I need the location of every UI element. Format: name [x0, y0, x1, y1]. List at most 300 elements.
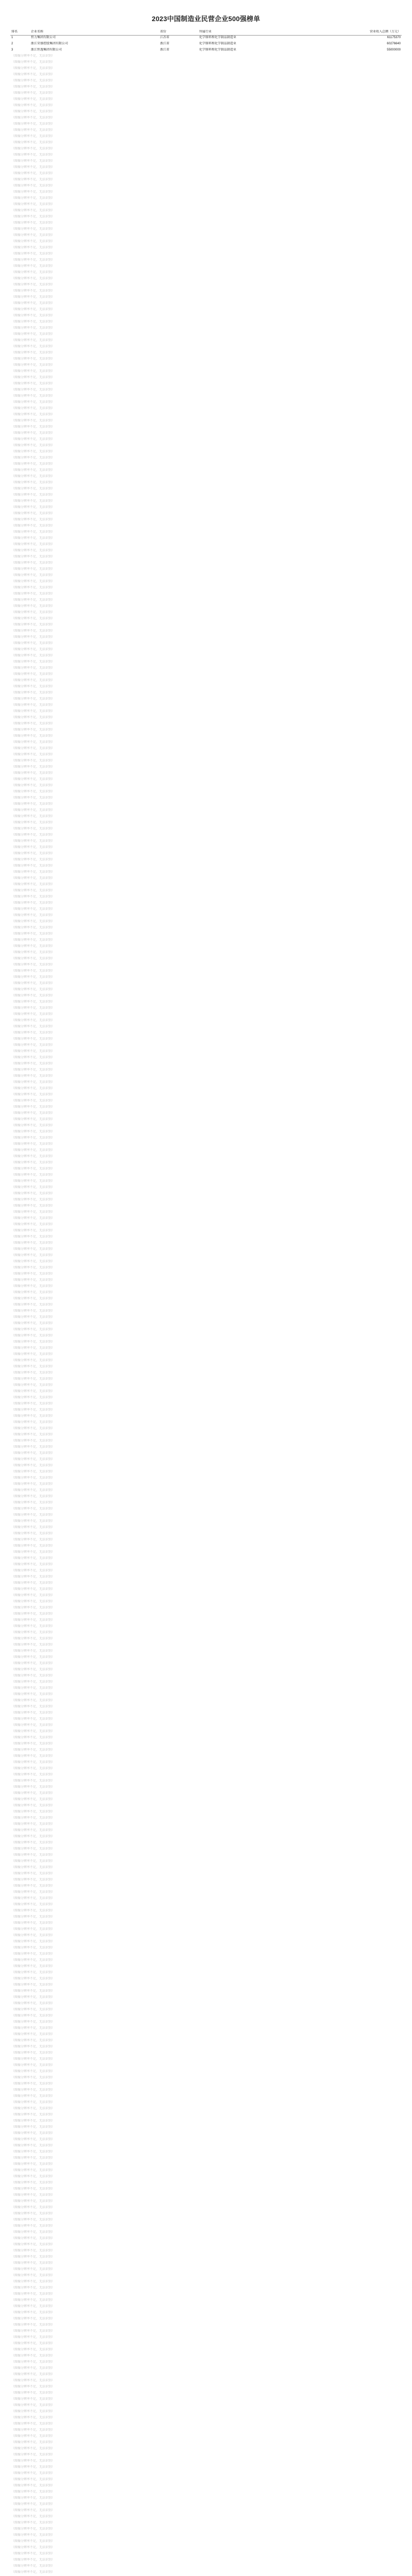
unreadable-row-note: （图像分辨率不足，无法识别） [11, 1964, 55, 1968]
table-row-unreadable [10, 858, 402, 864]
unreadable-row-note: （图像分辨率不足，无法识别） [11, 740, 55, 744]
table-row-unreadable [10, 338, 402, 345]
unreadable-row-note: （图像分辨率不足，无法识别） [11, 1581, 55, 1585]
unreadable-row-note: （图像分辨率不足，无法识别） [11, 2317, 55, 2320]
unreadable-row-note: （图像分辨率不足，无法识别） [11, 765, 55, 769]
unreadable-row-note: （图像分辨率不足，无法识别） [11, 1575, 55, 1579]
table-row-unreadable [10, 765, 402, 771]
cell-value: 60276640 [387, 42, 401, 45]
table-row-unreadable [10, 1315, 402, 1321]
table-row-unreadable [10, 648, 402, 654]
unreadable-row-note: （图像分辨率不足，无法识别） [11, 2428, 55, 2432]
unreadable-row-note: （图像分辨率不足，无法识别） [11, 703, 55, 707]
table-row-unreadable [10, 753, 402, 759]
table-row-unreadable [10, 2162, 402, 2168]
table-row-unreadable [10, 981, 402, 988]
table-row-unreadable [10, 91, 402, 97]
table-row-unreadable [10, 2539, 402, 2546]
unreadable-row-note: （图像分辨率不足，无法识别） [11, 1278, 55, 1282]
table-row-unreadable [10, 233, 402, 240]
table-row-unreadable [10, 1488, 402, 1495]
table-row-unreadable [10, 1080, 402, 1087]
table-row-unreadable [10, 2441, 402, 2447]
table-row-unreadable [10, 2502, 402, 2509]
unreadable-row-note: （图像分辨率不足，无法识别） [11, 2230, 55, 2234]
table-row-unreadable [10, 2570, 402, 2576]
table-row-unreadable [10, 2206, 402, 2212]
table-row-unreadable [10, 2020, 402, 2026]
table-row-unreadable [10, 1995, 402, 2002]
unreadable-row-note: （图像分辨率不足，无法识别） [11, 1655, 55, 1659]
unreadable-row-note: （图像分辨率不足，无法识别） [11, 876, 55, 880]
table-row-unreadable [10, 2107, 402, 2113]
table-row-unreadable [10, 2002, 402, 2008]
unreadable-row-note: （图像分辨率不足，无法识别） [11, 1408, 55, 1412]
unreadable-row-note: （图像分辨率不足，无法识别） [11, 895, 55, 899]
unreadable-row-note: （图像分辨率不足，无法识别） [11, 369, 55, 373]
table-row-unreadable [10, 833, 402, 839]
unreadable-row-note: （图像分辨率不足，无法识别） [11, 635, 55, 639]
table-row-unreadable [10, 1204, 402, 1210]
table-row-unreadable [10, 172, 402, 178]
unreadable-row-note: （图像分辨率不足，无法识别） [11, 747, 55, 750]
unreadable-row-note: （图像分辨率不足，无法识别） [11, 153, 55, 157]
unreadable-row-note: （图像分辨率不足，无法识别） [11, 2478, 55, 2481]
table-row-unreadable [10, 2082, 402, 2088]
unreadable-row-note: （图像分辨率不足，无法识别） [11, 1291, 55, 1294]
unreadable-row-note: （图像分辨率不足，无法识别） [11, 1686, 55, 1690]
table-row-unreadable [10, 357, 402, 363]
unreadable-row-note: （图像分辨率不足，无法识别） [11, 1699, 55, 1702]
table-row-unreadable [10, 351, 402, 357]
unreadable-row-note: （图像分辨率不足，无法识别） [11, 1420, 55, 1424]
table-row-unreadable [10, 295, 402, 301]
unreadable-row-note: （图像分辨率不足，无法识别） [11, 1136, 55, 1140]
unreadable-row-note: （图像分辨率不足，无法识别） [11, 1662, 55, 1665]
unreadable-row-note: （图像分辨率不足，无法识别） [11, 2527, 55, 2531]
unreadable-row-note: （图像分辨率不足，无法识别） [11, 2224, 55, 2228]
unreadable-row-note: （图像分辨率不足，无法识别） [11, 141, 55, 144]
unreadable-row-note: （图像分辨率不足，无法识别） [11, 1402, 55, 1405]
table-row-unreadable [10, 1359, 402, 1365]
table-row-unreadable [10, 1828, 402, 1835]
document-title: 2023中国制造业民营企业500强榜单 [151, 15, 261, 23]
table-row-unreadable [10, 221, 402, 227]
table-row-unreadable [10, 654, 402, 660]
unreadable-row-note: （图像分辨率不足，无法识别） [11, 2236, 55, 2240]
unreadable-row-note: （图像分辨率不足，无法识别） [11, 444, 55, 447]
table-row-unreadable [10, 499, 402, 505]
table-row-unreadable [10, 1686, 402, 1692]
table-row-unreadable [10, 629, 402, 635]
table-row-unreadable [10, 1216, 402, 1223]
table-row-unreadable [10, 54, 402, 60]
table-row-unreadable [10, 1043, 402, 1049]
unreadable-row-note: （图像分辨率不足，无法识别） [11, 2453, 55, 2456]
table-row-unreadable [10, 660, 402, 666]
table-row-unreadable [10, 1433, 402, 1439]
table-row-unreadable [10, 2335, 402, 2342]
unreadable-row-note: （图像分辨率不足，无法识别） [11, 1606, 55, 1609]
table-row-unreadable [10, 1105, 402, 1111]
table-row-unreadable [10, 1909, 402, 1915]
unreadable-row-note: （图像分辨率不足，无法识别） [11, 1723, 55, 1727]
table-row-unreadable [10, 2218, 402, 2224]
unreadable-row-note: （图像分辨率不足，无法识别） [11, 2323, 55, 2327]
table-row-unreadable [10, 487, 402, 493]
table-row-unreadable [10, 1161, 402, 1167]
unreadable-row-note: （图像分辨率不足，无法识别） [11, 1767, 55, 1770]
table-row-unreadable [10, 468, 402, 474]
unreadable-row-note: （图像分辨率不足，无法识别） [11, 1470, 55, 1473]
table-row-unreadable [10, 394, 402, 400]
table-row-unreadable [10, 852, 402, 858]
unreadable-row-note: （图像分辨率不足，无法识别） [11, 660, 55, 664]
table-row-unreadable [10, 716, 402, 722]
unreadable-row-note: （图像分辨率不足，无法识别） [11, 1519, 55, 1523]
unreadable-row-note: （图像分辨率不足，无法识别） [11, 827, 55, 831]
table-row-unreadable [10, 759, 402, 765]
table-row-unreadable [10, 382, 402, 388]
unreadable-row-note: （图像分辨率不足，无法识别） [11, 994, 55, 997]
unreadable-row-note: （图像分辨率不足，无法识别） [11, 1019, 55, 1022]
unreadable-row-note: （图像分辨率不足，无法识别） [11, 580, 55, 583]
unreadable-row-note: （图像分辨率不足，无法识别） [11, 425, 55, 429]
table-row-unreadable [10, 209, 402, 215]
table-row-unreadable [10, 2212, 402, 2218]
unreadable-row-note: （图像分辨率不足，无法识别） [11, 2558, 55, 2562]
unreadable-row-note: （图像分辨率不足，无法识别） [11, 932, 55, 936]
table-body [10, 36, 402, 2576]
unreadable-row-note: （图像分辨率不足，无法识别） [11, 512, 55, 515]
unreadable-row-note: （图像分辨率不足，无法识别） [11, 1068, 55, 1072]
unreadable-row-note: （图像分辨率不足，无法识别） [11, 870, 55, 874]
table-row-unreadable [10, 1903, 402, 1909]
unreadable-row-note: （图像分辨率不足，无法识别） [11, 2020, 55, 2024]
unreadable-row-note: （图像分辨率不足，无法识别） [11, 975, 55, 979]
table-row-unreadable [10, 1507, 402, 1513]
unreadable-row-note: （图像分辨率不足，无法识别） [11, 2100, 55, 2104]
unreadable-row-note: （图像分辨率不足，无法识别） [11, 1878, 55, 1882]
unreadable-row-note: （图像分辨率不足，无法识别） [11, 691, 55, 694]
unreadable-row-note: （图像分辨率不足，无法识别） [11, 598, 55, 602]
unreadable-row-note: （图像分辨率不足，无法识别） [11, 2175, 55, 2178]
table-row-unreadable [10, 2008, 402, 2014]
table-row-unreadable [10, 1927, 402, 1934]
table-row-unreadable [10, 2292, 402, 2298]
table-row-unreadable [10, 2274, 402, 2280]
unreadable-row-note: （图像分辨率不足，无法识别） [11, 1971, 55, 1974]
unreadable-row-note: （图像分辨率不足，无法识别） [11, 1760, 55, 1764]
unreadable-row-note: （图像分辨率不足，无法识别） [11, 2354, 55, 2358]
unreadable-row-note: （图像分辨率不足，无法识别） [11, 178, 55, 181]
table-row-unreadable [10, 1377, 402, 1383]
table-row-unreadable [10, 2515, 402, 2521]
table-row-unreadable [10, 2311, 402, 2317]
table-row-unreadable [10, 406, 402, 413]
table-row-unreadable [10, 549, 402, 555]
unreadable-row-note: （图像分辨率不足，无法识别） [11, 1538, 55, 1541]
table-row-unreadable [10, 2527, 402, 2533]
unreadable-row-note: （图像分辨率不足，无法识别） [11, 1989, 55, 1993]
unreadable-row-note: （图像分辨率不足，无法识别） [11, 759, 55, 762]
table-row-unreadable [10, 1099, 402, 1105]
unreadable-row-note: （图像分辨率不足，无法识别） [11, 301, 55, 305]
unreadable-row-note: （图像分辨率不足，无法识别） [11, 1754, 55, 1758]
unreadable-row-note: （图像分辨率不足，无法识别） [11, 79, 55, 82]
table-row-unreadable [10, 2051, 402, 2057]
table-row-unreadable [10, 1321, 402, 1328]
table-row-unreadable [10, 988, 402, 994]
unreadable-row-note: （图像分辨率不足，无法识别） [11, 2422, 55, 2426]
table-row-unreadable [10, 481, 402, 487]
unreadable-row-note: （图像分辨率不足，无法识别） [11, 1495, 55, 1498]
table-row-unreadable [10, 672, 402, 679]
table-row-unreadable [10, 1241, 402, 1247]
table-row-unreadable [10, 246, 402, 252]
unreadable-row-note: （图像分辨率不足，无法识别） [11, 1624, 55, 1628]
table-row-unreadable [10, 1742, 402, 1748]
table-row-unreadable [10, 196, 402, 202]
header-region: 省份 [159, 30, 198, 36]
table-row-unreadable [10, 1303, 402, 1309]
unreadable-row-note: （图像分辨率不足，无法识别） [11, 2255, 55, 2259]
unreadable-row-note: （图像分辨率不足，无法识别） [11, 487, 55, 490]
table-row-unreadable [10, 1458, 402, 1464]
unreadable-row-note: （图像分辨率不足，无法识别） [11, 2391, 55, 2395]
unreadable-row-note: （图像分辨率不足，无法识别） [11, 926, 55, 929]
unreadable-row-note: （图像分辨率不足，无法识别） [11, 184, 55, 188]
table-row-unreadable [10, 388, 402, 394]
unreadable-row-note: （图像分辨率不足，无法识别） [11, 1711, 55, 1715]
unreadable-row-note: （图像分辨率不足，无法识别） [11, 190, 55, 194]
table-row-unreadable [10, 134, 402, 141]
table-row-unreadable [10, 2434, 402, 2441]
unreadable-row-note: （图像分辨率不足，无法识别） [11, 2070, 55, 2073]
table-row-unreadable [10, 1804, 402, 1810]
table-row-unreadable [10, 332, 402, 338]
unreadable-row-note: （图像分辨率不足，无法识别） [11, 1414, 55, 1418]
unreadable-row-note: （图像分辨率不足，无法识别） [11, 1235, 55, 1239]
table-row-unreadable [10, 895, 402, 901]
table-row-unreadable [10, 1637, 402, 1643]
cell-rank: 2 [11, 42, 13, 45]
table-row-unreadable [10, 258, 402, 264]
unreadable-row-note: （图像分辨率不足，无法识别） [11, 2403, 55, 2407]
cell-industry: 化学原料和化学制品制造业 [199, 36, 236, 39]
unreadable-row-note: （图像分辨率不足，无法识别） [11, 2447, 55, 2450]
unreadable-row-note: （图像分辨率不足，无法识别） [11, 406, 55, 410]
table-row-unreadable [10, 1575, 402, 1581]
unreadable-row-note: （图像分辨率不足，无法识别） [11, 1853, 55, 1857]
unreadable-row-note: （图像分辨率不足，无法识别） [11, 1111, 55, 1115]
table-row-unreadable [10, 2416, 402, 2422]
unreadable-row-note: （图像分辨率不足，无法识别） [11, 1940, 55, 1943]
unreadable-row-note: （图像分辨率不足，无法识别） [11, 1835, 55, 1838]
table-row-unreadable [10, 1866, 402, 1872]
table-row-unreadable [10, 1513, 402, 1519]
unreadable-row-note: （图像分辨率不足，无法识别） [11, 1043, 55, 1047]
table-row-unreadable [10, 703, 402, 709]
unreadable-row-note: （图像分辨率不足，无法识别） [11, 889, 55, 892]
unreadable-row-note: （图像分辨率不足，无法识别） [11, 499, 55, 503]
table-row-unreadable [10, 2243, 402, 2249]
unreadable-row-note: （图像分辨率不足，无法识别） [11, 648, 55, 651]
table-row-unreadable [10, 1859, 402, 1866]
table-row-unreadable [10, 1550, 402, 1556]
table-row-unreadable [10, 1056, 402, 1062]
table-row-unreadable [10, 413, 402, 419]
unreadable-row-note: （图像分辨率不足，无法识别） [11, 1062, 55, 1065]
unreadable-row-note: （图像分辨率不足，无法识别） [11, 944, 55, 948]
table-row-unreadable [10, 1612, 402, 1618]
table-row-unreadable [10, 104, 402, 110]
unreadable-row-note: （图像分辨率不足，无法识别） [11, 351, 55, 354]
table-row-unreadable [10, 2088, 402, 2094]
unreadable-row-note: （图像分辨率不足，无法识别） [11, 2045, 55, 2048]
table-row-unreadable [10, 1445, 402, 1451]
table-row-unreadable [10, 512, 402, 518]
unreadable-row-note: （图像分辨率不足，无法识别） [11, 2379, 55, 2382]
table-row-unreadable [10, 2094, 402, 2100]
unreadable-row-note: （图像分辨率不足，无法识别） [11, 1142, 55, 1146]
table-row-unreadable [10, 1655, 402, 1662]
table-row-unreadable [10, 747, 402, 753]
unreadable-row-note: （图像分辨率不足，无法识别） [11, 1352, 55, 1356]
unreadable-row-note: （图像分辨率不足，无法识别） [11, 1692, 55, 1696]
unreadable-row-note: （图像分辨率不足，无法识别） [11, 2014, 55, 2018]
table-row-unreadable [10, 1389, 402, 1396]
unreadable-row-note: （图像分辨率不足，无法识别） [11, 437, 55, 441]
unreadable-row-note: （图像分辨率不足，无法识别） [11, 2515, 55, 2518]
table-row-unreadable [10, 926, 402, 932]
unreadable-row-note: （图像分辨率不足，无法识别） [11, 988, 55, 991]
unreadable-row-note: （图像分辨率不足，无法识别） [11, 2057, 55, 2061]
unreadable-row-note: （图像分辨率不足，无法识别） [11, 1600, 55, 1603]
unreadable-row-note: （图像分辨率不足，无法识别） [11, 400, 55, 404]
table-row-unreadable [10, 536, 402, 543]
unreadable-row-note: （图像分辨率不足，无法识别） [11, 1983, 55, 1987]
unreadable-row-note: （图像分辨率不足，无法识别） [11, 2094, 55, 2098]
table-row-unreadable [10, 617, 402, 623]
table-row-unreadable [10, 1835, 402, 1841]
unreadable-row-note: （图像分辨率不足，无法识别） [11, 1594, 55, 1597]
unreadable-row-note: （图像分辨率不足，无法识别） [11, 611, 55, 614]
unreadable-row-note: （图像分辨率不足，无法识别） [11, 91, 55, 95]
unreadable-row-note: （图像分辨率不足，无法识别） [11, 60, 55, 64]
unreadable-row-note: （图像分辨率不足，无法识别） [11, 2360, 55, 2364]
unreadable-row-note: （图像分辨率不足，无法识别） [11, 1680, 55, 1684]
unreadable-row-note: （图像分辨率不足，无法识别） [11, 1179, 55, 1183]
table-row-unreadable [10, 1822, 402, 1828]
unreadable-row-note: （图像分辨率不足，无法识别） [11, 2168, 55, 2172]
table-row-unreadable [10, 1117, 402, 1124]
table-row-unreadable [10, 1049, 402, 1056]
table-row-unreadable [10, 97, 402, 104]
unreadable-row-note: （图像分辨率不足，无法识别） [11, 2150, 55, 2154]
table-row-unreadable [10, 839, 402, 845]
table-row-unreadable [10, 1841, 402, 1847]
unreadable-row-note: （图像分辨率不足，无法识别） [11, 2107, 55, 2110]
unreadable-row-note: （图像分辨率不足，无法识别） [11, 1458, 55, 1461]
unreadable-row-note: （图像分辨率不足，无法识别） [11, 431, 55, 435]
table-row-unreadable [10, 2230, 402, 2236]
table-row-unreadable [10, 437, 402, 444]
unreadable-row-note: （图像分辨率不足，无法识别） [11, 1272, 55, 1276]
table-row-unreadable [10, 153, 402, 159]
unreadable-row-note: （图像分辨率不足，无法识别） [11, 629, 55, 633]
table-row-unreadable [10, 2181, 402, 2187]
unreadable-row-note: （图像分辨率不足，无法识别） [11, 567, 55, 571]
table-header [10, 30, 402, 36]
table-row-unreadable [10, 1006, 402, 1012]
table-row-unreadable [10, 555, 402, 561]
unreadable-row-note: （图像分辨率不足，无法识别） [11, 1556, 55, 1560]
unreadable-row-note: （图像分辨率不足，无法识别） [11, 1365, 55, 1368]
table-row-unreadable [10, 734, 402, 740]
unreadable-row-note: （图像分辨率不足，无法识别） [11, 233, 55, 237]
table-row-unreadable [10, 1501, 402, 1507]
unreadable-row-note: （图像分辨率不足，无法识别） [11, 1748, 55, 1752]
table-row-unreadable [10, 975, 402, 981]
unreadable-row-note: （图像分辨率不足，无法识别） [11, 1087, 55, 1090]
unreadable-row-note: （图像分辨率不足，无法识别） [11, 1866, 55, 1869]
unreadable-row-note: （图像分辨率不足，无法识别） [11, 450, 55, 453]
unreadable-row-note: （图像分辨率不足，无法识别） [11, 2533, 55, 2537]
unreadable-row-note: （图像分辨率不足，无法识别） [11, 728, 55, 732]
table-row-unreadable [10, 1192, 402, 1198]
table-row-unreadable [10, 2249, 402, 2255]
table-row-unreadable [10, 1340, 402, 1346]
header-name: 企业名称 [30, 30, 159, 36]
table-row-unreadable [10, 73, 402, 79]
table-row-unreadable [10, 1946, 402, 1952]
table-row-unreadable [10, 567, 402, 573]
table-row-unreadable [10, 2156, 402, 2162]
unreadable-row-note: （图像分辨率不足，无法识别） [11, 289, 55, 293]
table-row-unreadable [10, 1408, 402, 1414]
unreadable-row-note: （图像分辨率不足，无法识别） [11, 1031, 55, 1035]
unreadable-row-note: （图像分辨率不足，无法识别） [11, 839, 55, 843]
unreadable-row-note: （图像分辨率不足，无法识别） [11, 1155, 55, 1158]
unreadable-row-note: （图像分辨率不足，无法识别） [11, 2002, 55, 2005]
table-row-unreadable [10, 913, 402, 920]
unreadable-row-note: （图像分辨率不足，无法识别） [11, 2181, 55, 2184]
unreadable-row-note: （图像分辨率不足，无法识别） [11, 815, 55, 818]
unreadable-row-note: （图像分辨率不足，无法识别） [11, 2509, 55, 2512]
table-row-unreadable [10, 2342, 402, 2348]
unreadable-row-note: （图像分辨率不足，无法识别） [11, 1328, 55, 1331]
unreadable-row-note: （图像分辨率不足，无法识别） [11, 122, 55, 126]
unreadable-row-note: （图像分辨率不足，无法识别） [11, 165, 55, 169]
unreadable-row-note: （图像分辨率不足，无法识别） [11, 2267, 55, 2271]
unreadable-row-note: （图像分辨率不足，无法识别） [11, 2076, 55, 2079]
table-row-unreadable [10, 1383, 402, 1389]
unreadable-row-note: （图像分辨率不足，无法识别） [11, 1884, 55, 1888]
table-row [10, 36, 402, 42]
unreadable-row-note: （图像分辨率不足，无法识别） [11, 1056, 55, 1059]
table-row-unreadable [10, 2348, 402, 2354]
unreadable-row-note: （图像分辨率不足，无法识别） [11, 2416, 55, 2419]
unreadable-row-note: （图像分辨率不足，无法识别） [11, 394, 55, 398]
table-row-unreadable [10, 2255, 402, 2261]
table-row-unreadable [10, 202, 402, 209]
unreadable-row-note: （图像分辨率不足，无法识别） [11, 1192, 55, 1195]
unreadable-row-note: （图像分辨率不足，无法识别） [11, 2113, 55, 2116]
table-row-unreadable [10, 85, 402, 91]
table-row-unreadable [10, 1971, 402, 1977]
table-row-unreadable [10, 1062, 402, 1068]
